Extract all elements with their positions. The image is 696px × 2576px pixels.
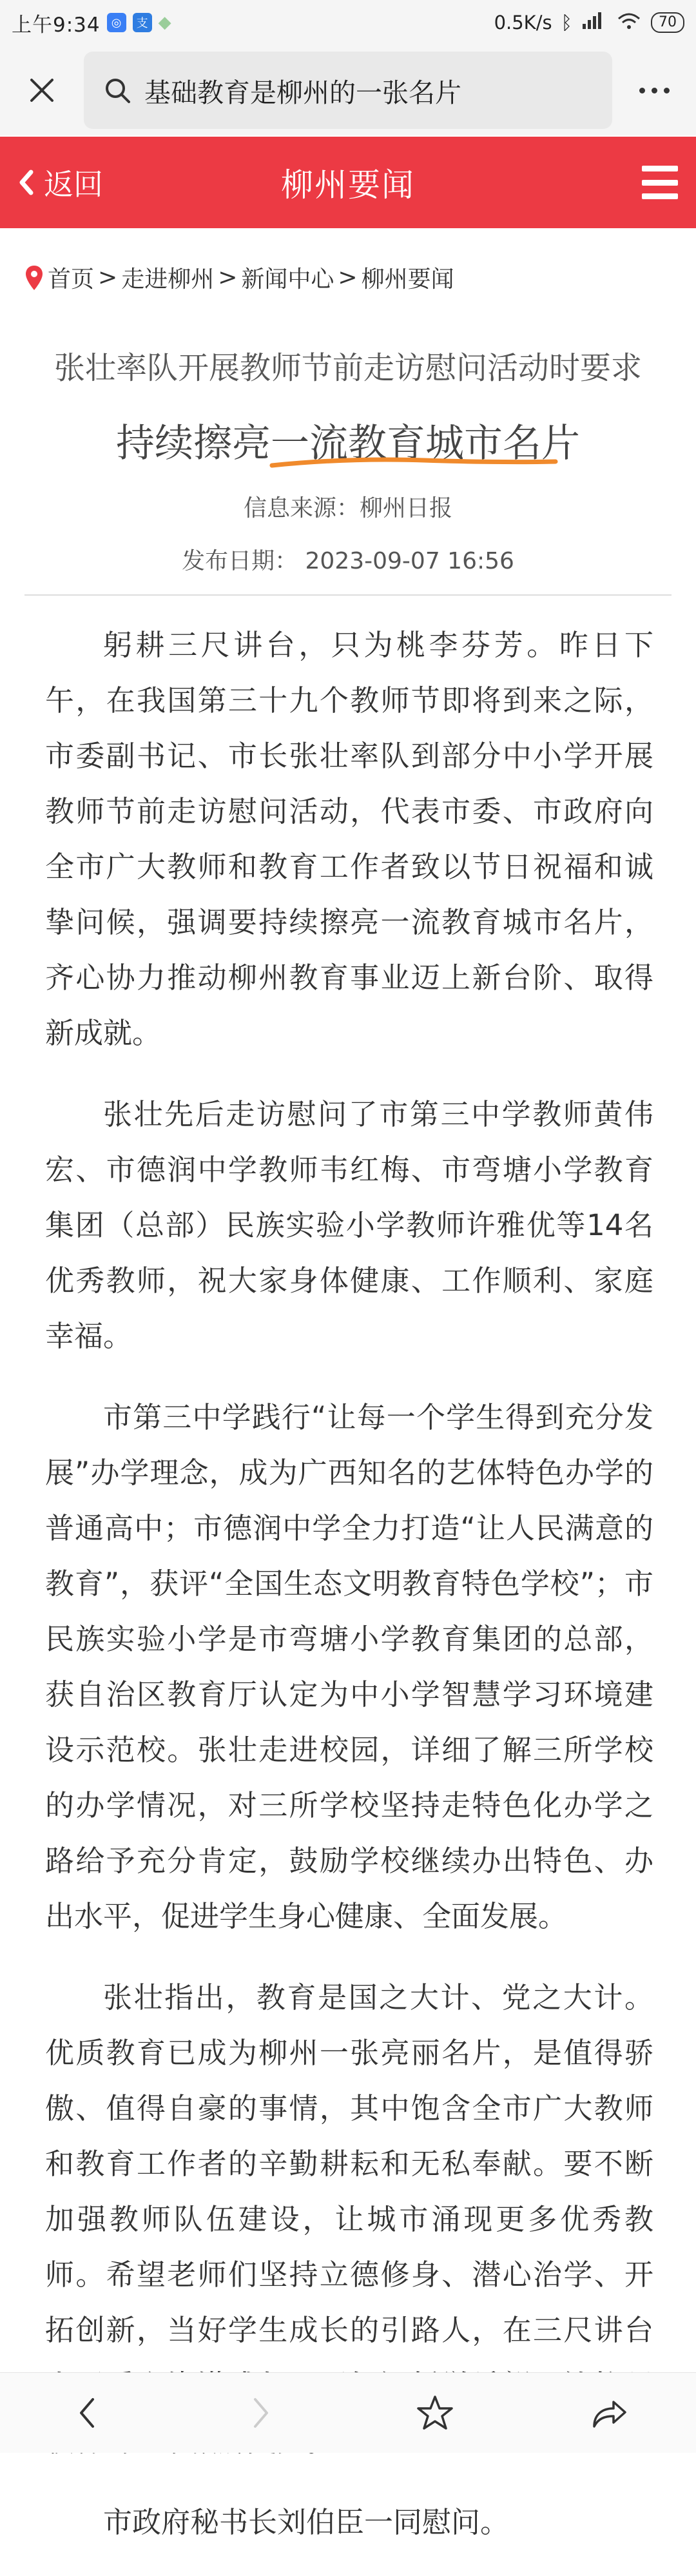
share-icon	[590, 2397, 628, 2429]
browser-toolbar	[0, 45, 696, 135]
more-icon	[639, 88, 645, 93]
star-icon	[416, 2394, 454, 2432]
status-bar	[0, 0, 696, 45]
nav-forward-button[interactable]	[222, 2381, 300, 2445]
article-paragraph: 张壮指出，教育是国之大计、党之大计。优质教育已成为柳州一张亮丽名片，是值得骄傲、值得自豪的事情，其中饱含全市广大教师和教育工作者的辛勤耕耘和无私奉献。要不断加强教师队伍建设，让城市涌现更多优秀教师。希望老师们坚持立德修身、潜心治学、开拓创新，当好学生成长的引路人，在三尺讲台	[45, 1980, 653, 2347]
breadcrumb-news-center[interactable]: 新闻中心	[241, 266, 334, 293]
article-title: 持续擦亮一流教育城市名片	[116, 421, 580, 466]
article-date: 发布日期： 2023-09-07 16:56	[182, 548, 514, 574]
breadcrumb-current[interactable]: 柳州要闻	[361, 266, 454, 293]
shield-icon: ◆	[158, 13, 171, 32]
back-button[interactable]	[18, 137, 103, 228]
article-paragraph: 市政府秘书长刘伯臣一同慰问。	[103, 2505, 510, 2539]
article-subtitle: 张壮率队开展教师节前走访慰问活动时要求	[53, 350, 642, 386]
browser-bottom-nav	[0, 2372, 696, 2453]
battery-indicator: 70	[651, 12, 684, 33]
alipay-icon: 支	[133, 13, 152, 32]
article-source: 信息来源：柳州日报	[243, 495, 452, 522]
divider	[24, 594, 672, 596]
forward-arrow-icon	[251, 2397, 271, 2429]
menu-button[interactable]	[642, 166, 678, 199]
favorite-button[interactable]	[396, 2381, 474, 2445]
search-icon	[103, 76, 131, 104]
article-paragraph: 张壮先后走访慰问了市第三中学教师黄伟宏、市德润中学教师韦红梅、市弯塘小学教育集团（总部）民族实验小学教师许雅优等14名优秀教师，祝大家身体健康、工作顺利、家庭幸福。	[45, 1097, 653, 1353]
breadcrumb-separator: >	[338, 264, 358, 291]
breadcrumb-home[interactable]: 首页	[48, 266, 95, 293]
close-icon	[28, 76, 56, 104]
bluetooth-icon: ᛒ	[561, 12, 572, 34]
article-body	[45, 618, 653, 2576]
share-button[interactable]	[570, 2381, 648, 2445]
more-button[interactable]	[612, 45, 696, 135]
network-speed: 0.5K/s	[494, 12, 552, 34]
breadcrumb-separator: >	[218, 264, 238, 291]
status-time: 上午9:34	[12, 13, 101, 37]
back-arrow-icon	[77, 2397, 97, 2429]
address-bar[interactable]	[84, 52, 612, 129]
breadcrumb	[24, 261, 454, 294]
nav-back-button[interactable]	[48, 2381, 126, 2445]
location-pin-icon	[24, 264, 44, 291]
breadcrumb-about[interactable]: 走进柳州	[121, 266, 215, 293]
back-label: 返回	[44, 167, 103, 202]
breadcrumb-separator: >	[98, 264, 118, 291]
close-button[interactable]	[0, 45, 84, 135]
address-text: 基础教育是柳州的一张名片	[144, 77, 461, 108]
menu-icon	[642, 166, 678, 171]
article-paragraph: 躬耕三尺讲台，只为桃李芬芳。昨日下午，在我国第三十九个教师节即将到来之际，市委副书记、市长张壮率队到部分中小学开展教师节前走访慰问活动，代表市委、市政府向全市广大教师和教育工作者致以节日祝福和诚挚问候，强调要持续擦亮一流教育城市名片，齐心协力推动柳州教育事业迈上新台阶、取得新成就。	[45, 628, 653, 1050]
site-header	[0, 137, 696, 228]
app-notification-icon: ◎	[107, 13, 126, 32]
site-title: 柳州要闻	[281, 166, 415, 204]
wifi-icon	[616, 11, 642, 35]
signal-icon	[581, 11, 607, 35]
highlight-underline	[269, 455, 558, 471]
article-paragraph: 市第三中学践行“让每一个学生得到充分发展”办学理念，成为广西知名的艺体特色办学的普通高中；市德润中学全力打造“让人民满意的教育”，获评“全国生态文明教育特色学校”；市民族实验小学是市弯塘小学教育集团的总部，获自治区教育厅认定为中小学智慧学习环境建设示范校。张壮走进校园，详细了解三所学校的办学情况，对三所学校坚持走特色化办学之路给予充分肯定，鼓励学校继续办出特色、办出水平，促进学生身心健康、全面发展。	[45, 1400, 653, 1933]
chevron-left-icon	[18, 170, 35, 195]
